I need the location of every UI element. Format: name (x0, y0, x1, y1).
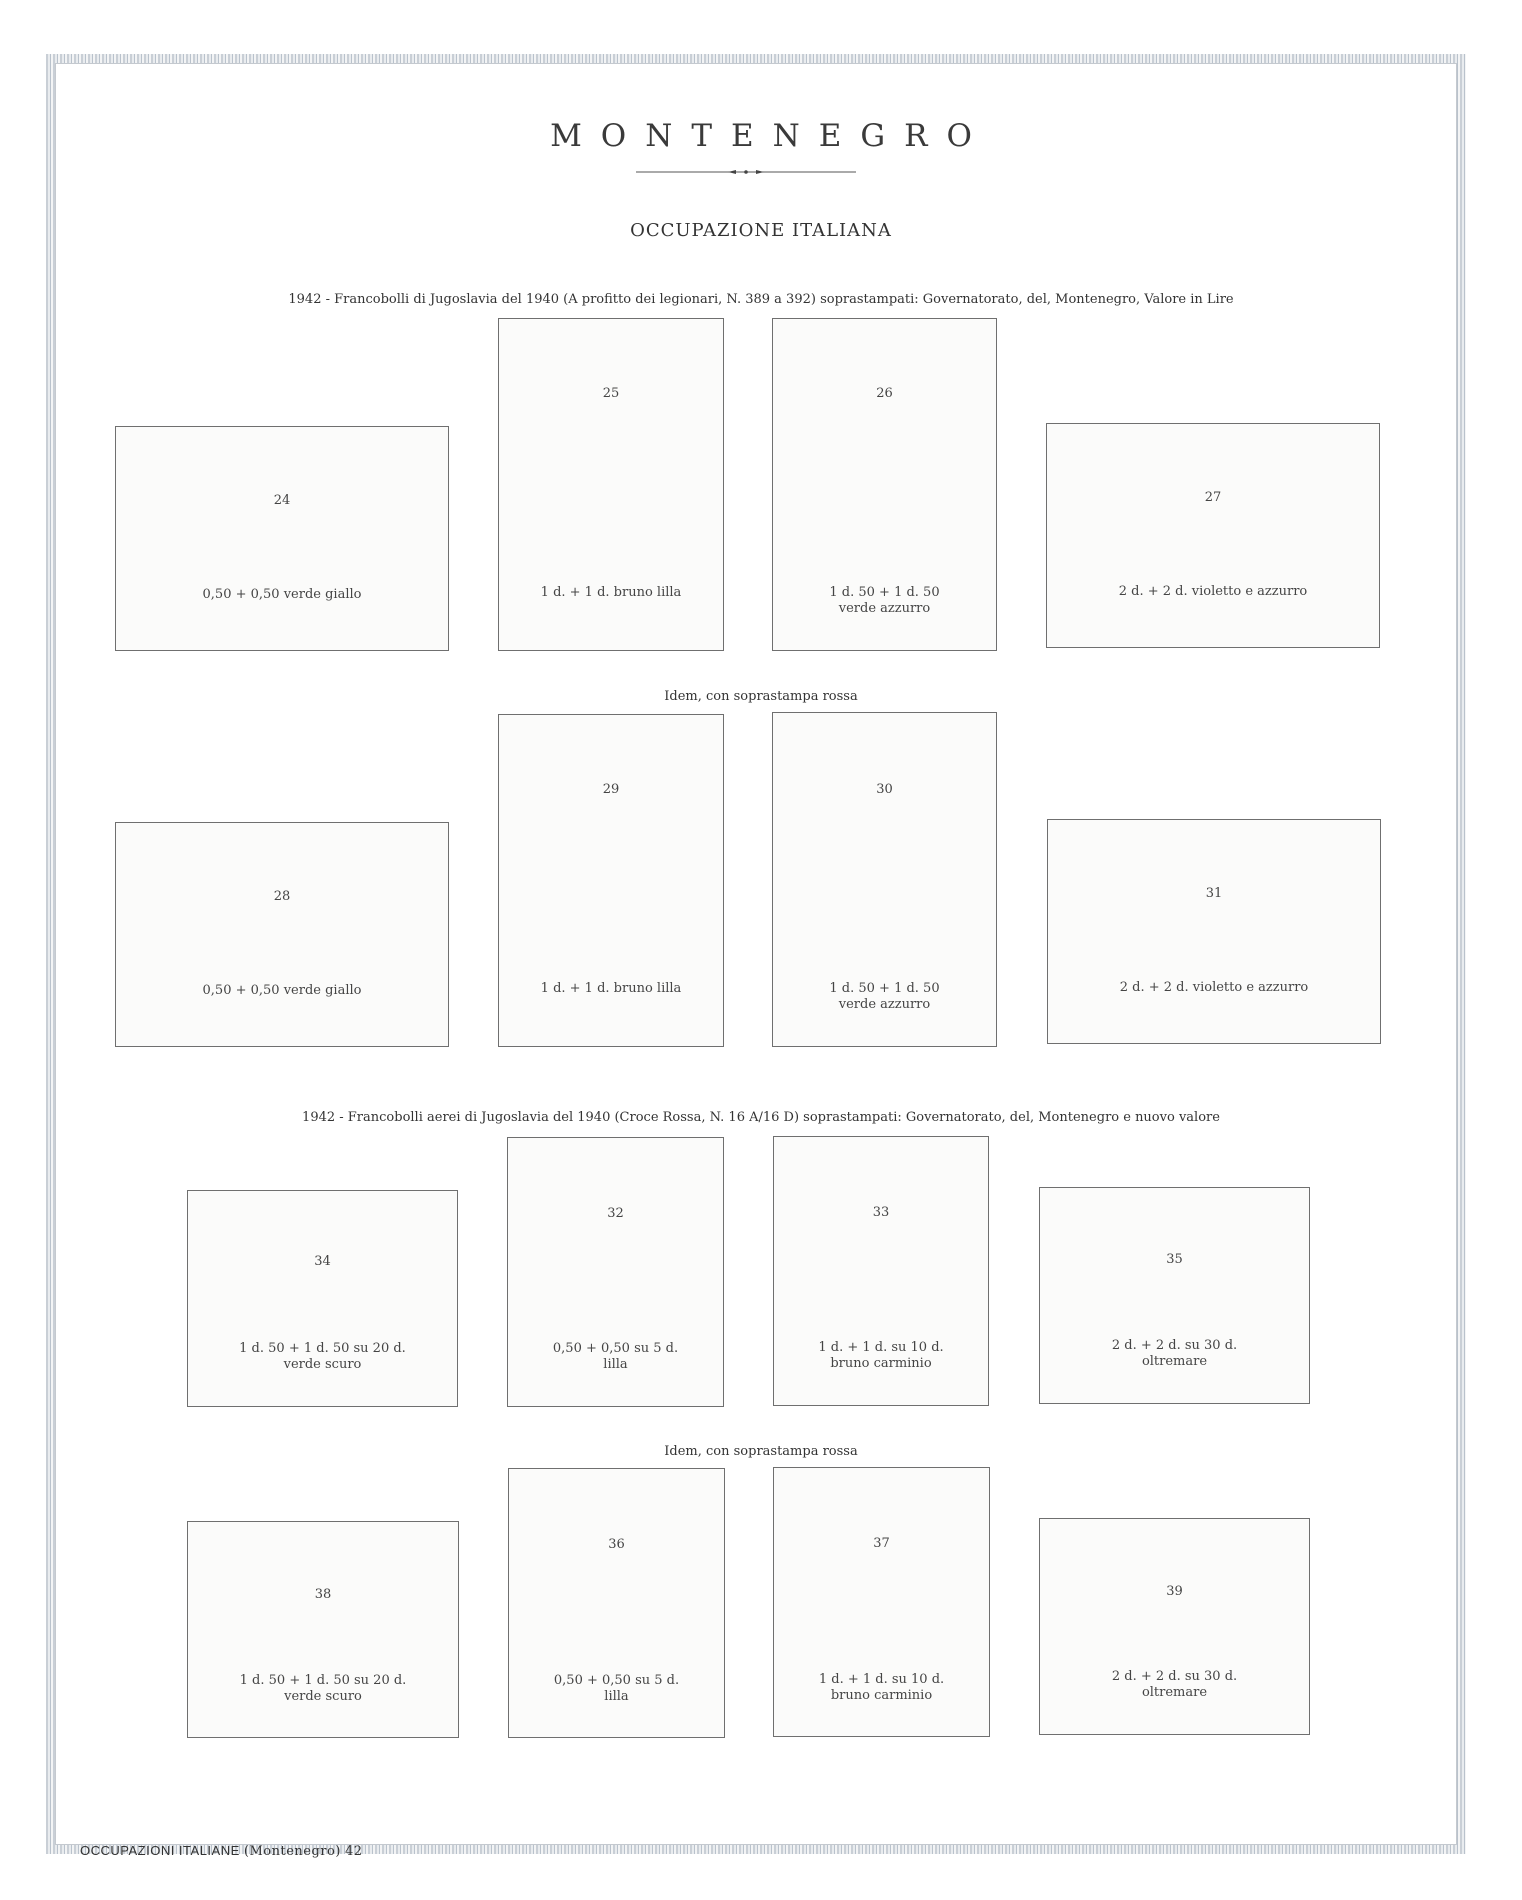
stamp-description: 2 d. + 2 d. su 30 d. oltremare (1111, 1669, 1238, 1700)
stamp-space-25 (498, 318, 724, 651)
section-caption: 1942 - Francobolli aerei di Jugoslavia del 1940 (Croce Rossa, N. 16 A/16 D) soprastampati: Governatorato, del, Montenegro e nuovo valore (302, 1110, 1220, 1125)
stamp-number: 38 (314, 1587, 332, 1602)
stamp-number: 37 (873, 1536, 890, 1551)
title-ornament (636, 170, 856, 174)
section-caption: Idem, con soprastampa rossa (664, 1444, 858, 1459)
stamp-number: 34 (314, 1254, 331, 1269)
stamp-space-24 (115, 426, 449, 651)
stamp-space-30 (772, 712, 997, 1047)
stamp-description: 0,50 + 0,50 su 5 d. lilla (553, 1673, 680, 1704)
stamp-space-29 (498, 714, 724, 1047)
footer-title: OCCUPAZIONI ITALIANE (80, 1843, 240, 1858)
stamp-number: 25 (602, 386, 620, 401)
stamp-space-33 (773, 1136, 989, 1406)
stamp-description: 2 d. + 2 d. violetto e azzurro (1118, 584, 1308, 599)
section-caption: Idem, con soprastampa rossa (664, 689, 858, 704)
footer-page-number: 42 (345, 1844, 363, 1859)
stamp-space-37 (773, 1467, 990, 1737)
stamp-description: 1 d. + 1 d. su 10 d. bruno carminio (818, 1340, 944, 1371)
footer-country: (Montenegro) (243, 1844, 341, 1859)
stamp-space-34 (187, 1190, 458, 1407)
stamp-description: 1 d. + 1 d. bruno lilla (540, 585, 682, 600)
stamp-number: 39 (1166, 1584, 1183, 1599)
stamp-space-39 (1039, 1518, 1310, 1735)
stamp-number: 32 (607, 1206, 624, 1221)
stamp-number: 29 (602, 782, 620, 797)
stamp-description: 0,50 + 0,50 su 5 d. lilla (552, 1341, 679, 1372)
stamp-description: 1 d. + 1 d. bruno lilla (540, 981, 682, 996)
stamp-number: 33 (872, 1205, 890, 1220)
page-subtitle: OCCUPAZIONE ITALIANA (630, 220, 892, 241)
stamp-description: 1 d. 50 + 1 d. 50 verde azzurro (829, 981, 940, 1012)
stamp-description: 1 d. 50 + 1 d. 50 verde azzurro (829, 585, 940, 616)
stamp-number: 26 (876, 386, 893, 401)
section-caption: 1942 - Francobolli di Jugoslavia del 1940 (A profitto dei legionari, N. 389 a 392) soprastampati: Governatorato, del, Montenegro, Valore in Lire (288, 292, 1234, 307)
stamp-space-26 (772, 318, 997, 651)
stamp-description: 1 d. 50 + 1 d. 50 su 20 d. verde scuro (239, 1341, 406, 1372)
stamp-number: 24 (273, 493, 291, 508)
stamp-description: 1 d. + 1 d. su 10 d. bruno carminio (818, 1672, 945, 1703)
stamp-space-28 (115, 822, 449, 1047)
stamp-space-38 (187, 1521, 459, 1738)
stamp-space-27 (1046, 423, 1380, 648)
stamp-description: 2 d. + 2 d. su 30 d. oltremare (1111, 1338, 1238, 1369)
stamp-number: 35 (1166, 1252, 1183, 1267)
stamp-number: 27 (1204, 490, 1222, 505)
stamp-number: 36 (608, 1537, 625, 1552)
stamp-space-31 (1047, 819, 1381, 1044)
stamp-number: 30 (876, 782, 893, 797)
stamp-description: 0,50 + 0,50 verde giallo (202, 983, 362, 998)
stamp-number: 28 (273, 889, 291, 904)
stamp-space-36 (508, 1468, 725, 1738)
stamp-space-35 (1039, 1187, 1310, 1404)
page-footer (80, 1843, 363, 1859)
stamp-description: 1 d. 50 + 1 d. 50 su 20 d. verde scuro (239, 1673, 407, 1704)
stamp-description: 0,50 + 0,50 verde giallo (202, 587, 362, 602)
stamp-description: 2 d. + 2 d. violetto e azzurro (1119, 980, 1309, 995)
page-title: MONTENEGRO (550, 118, 991, 154)
stamp-number: 31 (1205, 886, 1223, 901)
stamp-space-32 (507, 1137, 724, 1407)
